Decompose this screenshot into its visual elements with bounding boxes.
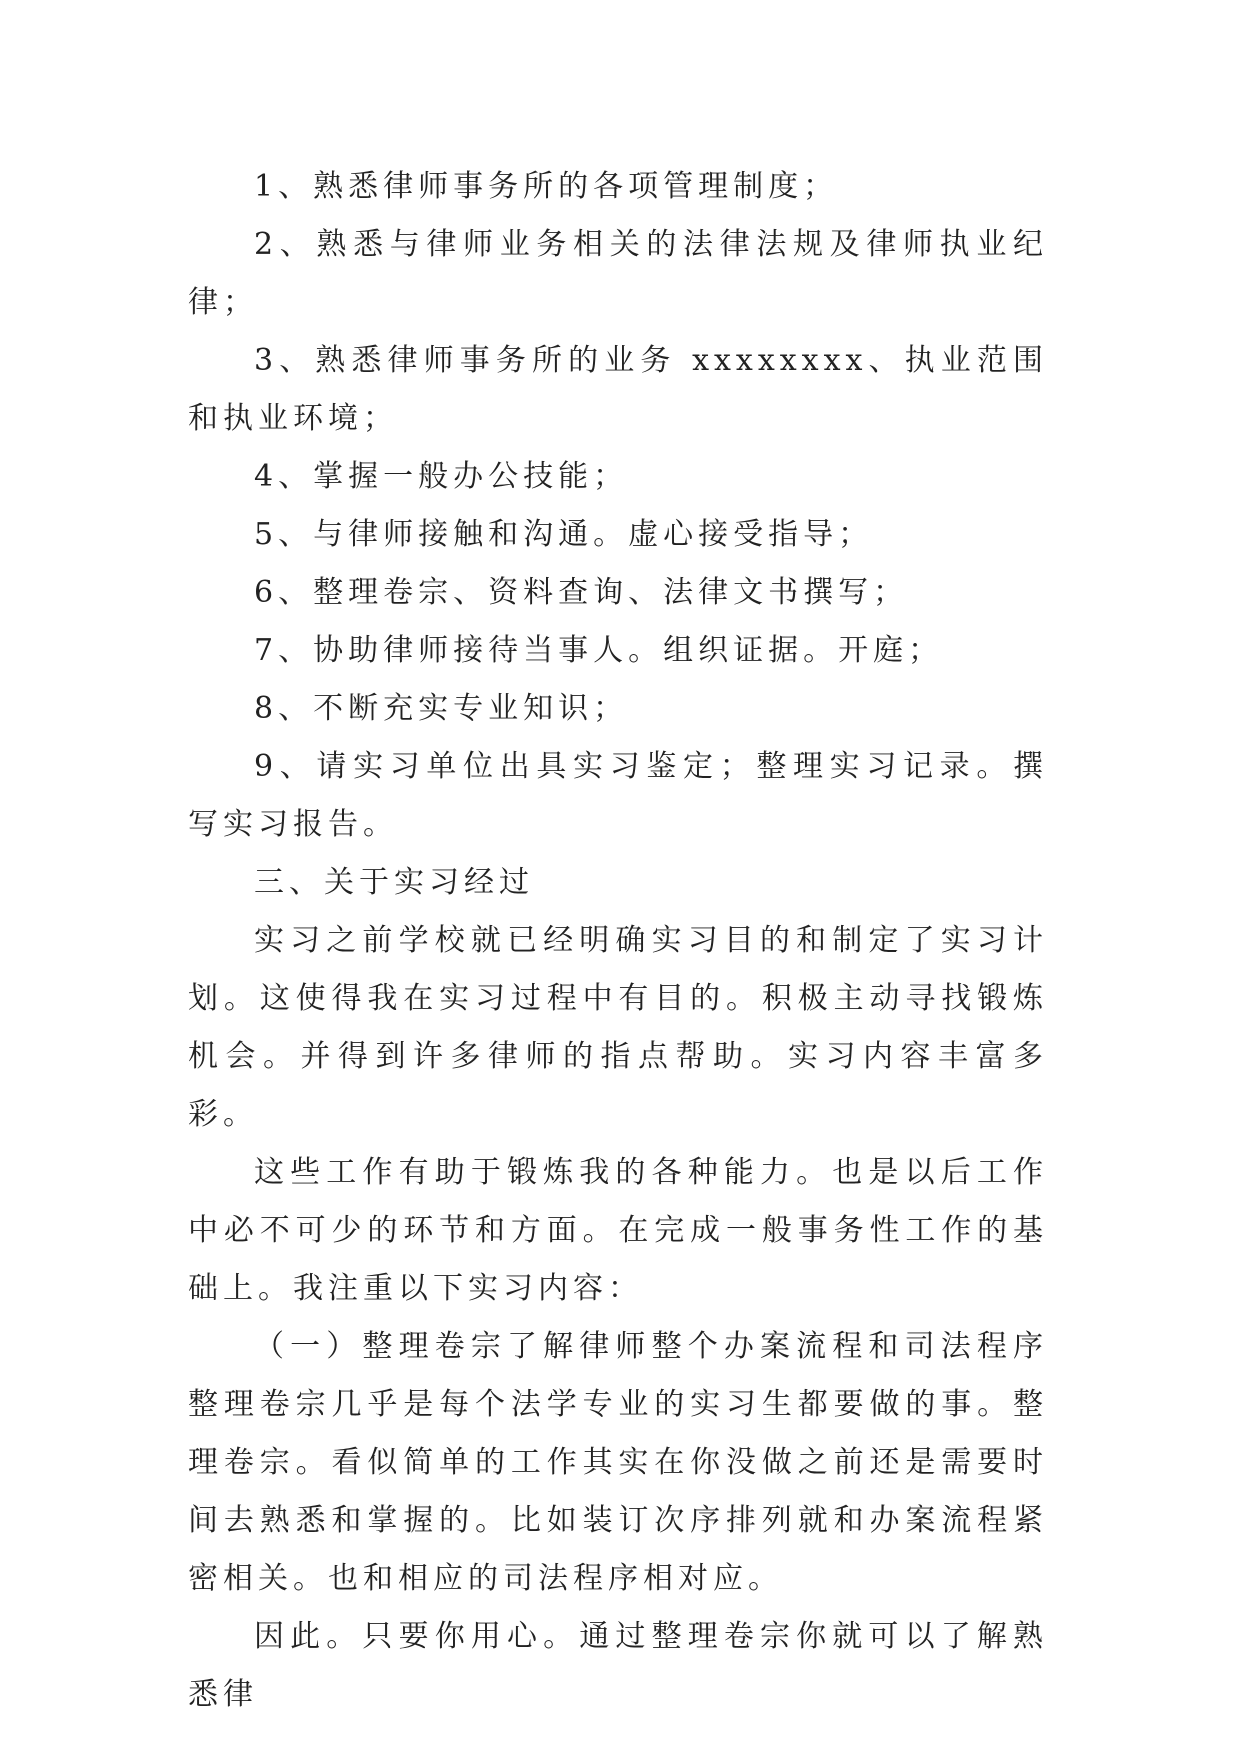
paragraph-item-3: 3、熟悉律师事务所的业务 xxxxxxxx、执业范围和执业环境； — [188, 343, 1048, 436]
paragraph-item-6: 6、整理卷宗、资料查询、法律文书撰写； — [254, 575, 909, 610]
paragraph-item-2: 2、熟悉与律师业务相关的法律法规及律师执业纪律； — [188, 227, 1048, 320]
paragraph-item-9: 9、请实习单位出具实习鉴定；整理实习记录。撰写实习报告。 — [188, 749, 1048, 842]
document-body — [188, 158, 1048, 1724]
body-paragraph: 因此。只要你用心。通过整理卷宗你就可以了解熟悉律 — [188, 1619, 1048, 1712]
body-paragraph: 实习之前学校就已经明确实习目的和制定了实习计划。这使得我在实习过程中有目的。积极主动寻找锻炼机会。并得到许多律师的指点帮助。实习内容丰富多彩。 — [188, 923, 1048, 1132]
paragraph-item-5: 5、与律师接触和沟通。虚心接受指导； — [254, 517, 874, 552]
section-heading: 三、关于实习经过 — [254, 865, 534, 900]
paragraph-item-4: 4、掌握一般办公技能； — [254, 459, 629, 494]
paragraph-item-7: 7、协助律师接待当事人。组织证据。开庭； — [254, 633, 944, 668]
paragraph-item-8: 8、不断充实专业知识； — [254, 691, 629, 726]
paragraph-item-1: 1、熟悉律师事务所的各项管理制度； — [254, 169, 839, 204]
body-paragraph: 这些工作有助于锻炼我的各种能力。也是以后工作中必不可少的环节和方面。在完成一般事务性工作的基础上。我注重以下实习内容： — [188, 1155, 1048, 1306]
subsection-paragraph: （一）整理卷宗了解律师整个办案流程和司法程序 整理卷宗几乎是每个法学专业的实习生都要做的事。整理卷宗。看似简单的工作其实在你没做之前还是需要时间去熟悉和掌握的。比如装订次序排列就和办案流程紧密相关。也和相应的司法程序相对应。 — [188, 1329, 1048, 1596]
